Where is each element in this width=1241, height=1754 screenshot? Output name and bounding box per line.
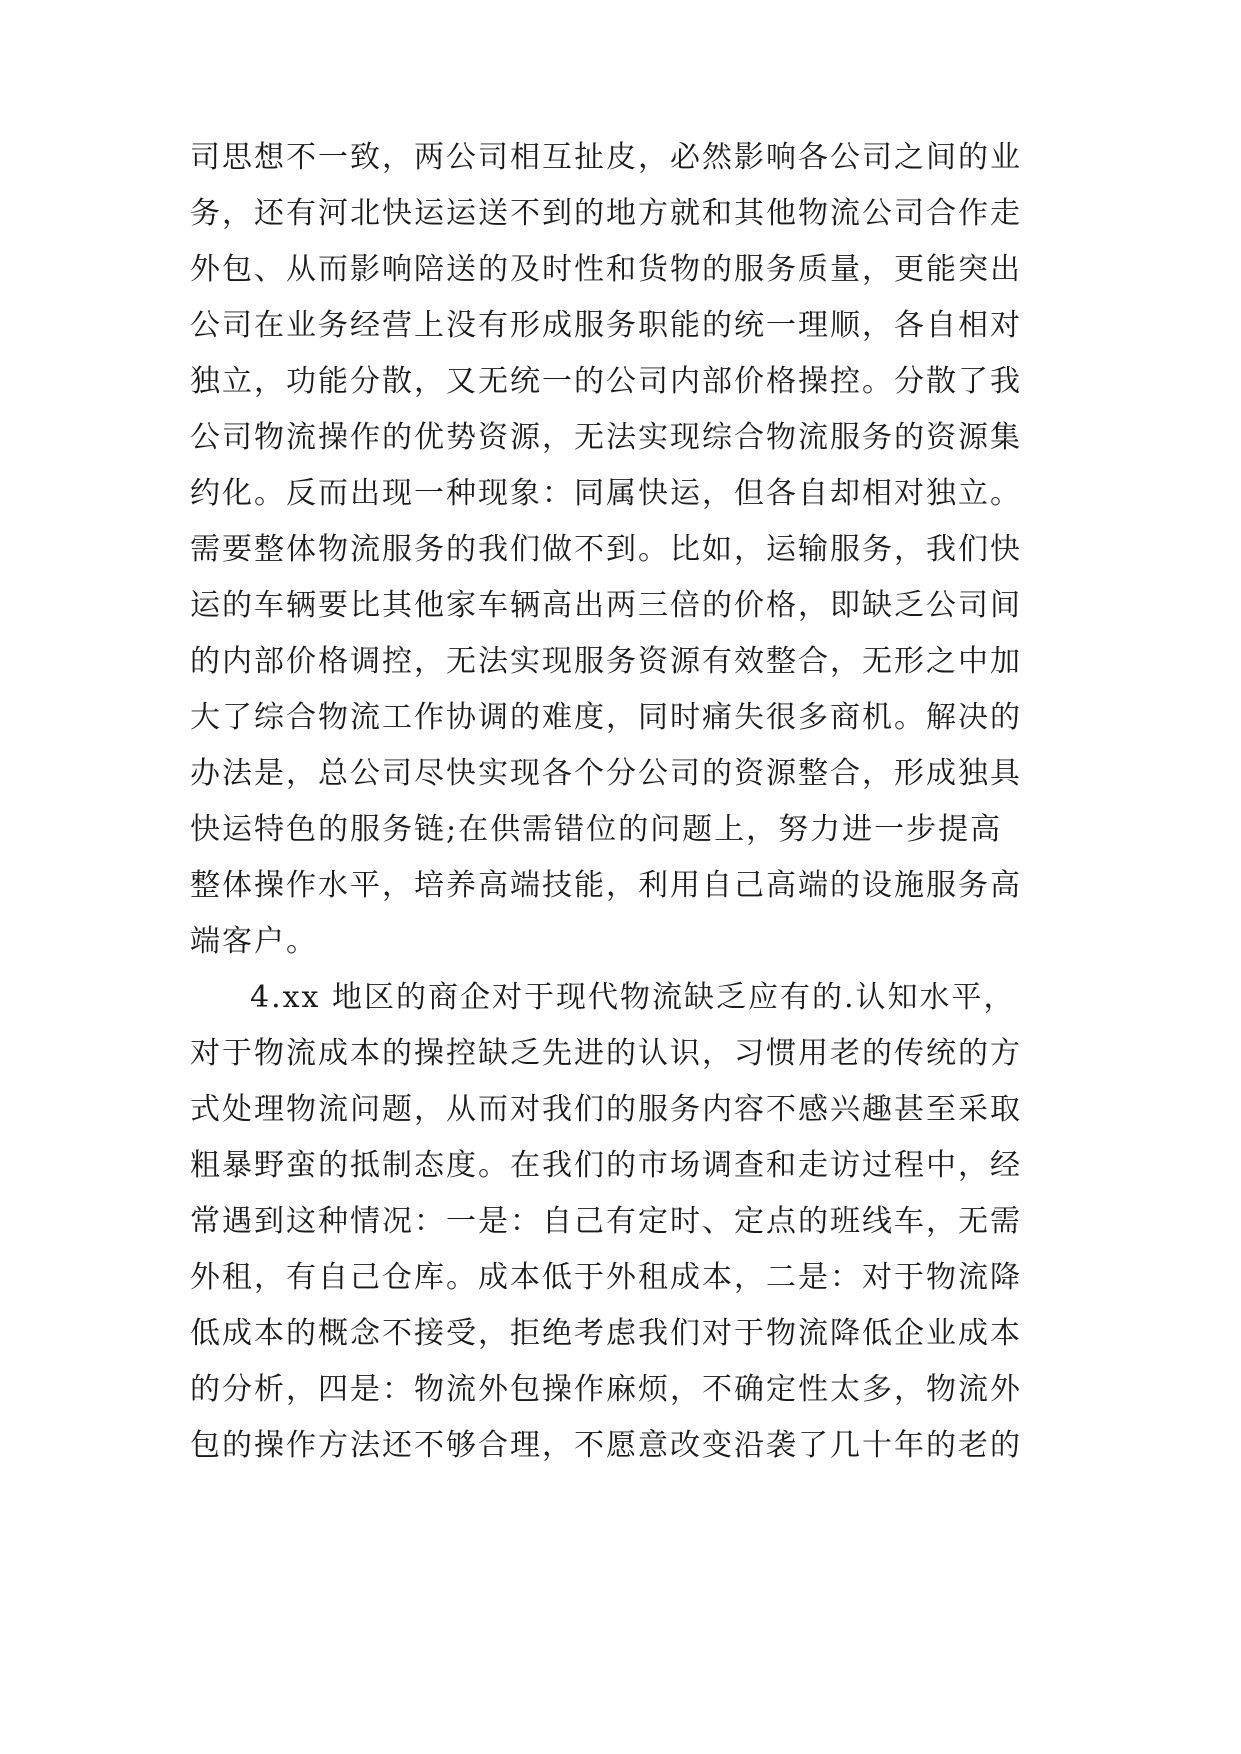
paragraph-line: 对于物流成本的操控缺乏先进的认识，习惯用老的传统的方 (190, 1036, 1022, 1071)
paragraph-line: 整体操作水平，培养高端技能，利用自己高端的设施服务高 (190, 868, 1022, 903)
paragraph-line: 式处理物流问题，从而对我们的服务内容不感兴趣甚至采取 (190, 1092, 1022, 1127)
paragraph-line: 外包、从而影响陪送的及时性和货物的服务质量，更能突出 (190, 252, 1022, 287)
paragraph-line: 快运特色的服务链;在供需错位的问题上，努力进一步提高 (190, 812, 1003, 847)
paragraph-line: 运的车辆要比其他家车辆高出两三倍的价格，即缺乏公司间 (190, 588, 1022, 623)
paragraph-line: 外租，有自己仓库。成本低于外租成本，二是：对于物流降 (190, 1260, 1022, 1295)
paragraph-line: 独立，功能分散，又无统一的公司内部价格操控。分散了我 (190, 364, 1022, 399)
paragraph-line: 需要整体物流服务的我们做不到。比如，运输服务，我们快 (190, 532, 1022, 567)
paragraph-line: 公司物流操作的优势资源，无法实现综合物流服务的资源集 (190, 420, 1022, 455)
paragraph-line: 低成本的概念不接受，拒绝考虑我们对于物流降低企业成本 (190, 1316, 1022, 1351)
paragraph-line: 粗暴野蛮的抵制态度。在我们的市场调查和走访过程中，经 (190, 1148, 1022, 1183)
paragraph-line: 约化。反而出现一种现象：同属快运，但各自却相对独立。 (190, 476, 1022, 511)
paragraph-line: 的分析，四是：物流外包操作麻烦，不确定性太多，物流外 (190, 1372, 1022, 1407)
paragraph-line: 司思想不一致，两公司相互扯皮，必然影响各公司之间的业 (190, 140, 1022, 175)
paragraph-line: 的内部价格调控，无法实现服务资源有效整合，无形之中加 (190, 644, 1022, 679)
paragraph-line: 大了综合物流工作协调的难度，同时痛失很多商机。解决的 (190, 700, 1022, 735)
paragraph-line: 包的操作方法还不够合理，不愿意改变沿袭了几十年的老的 (190, 1428, 1022, 1463)
paragraph-line: 务，还有河北快运运送不到的地方就和其他物流公司合作走 (190, 196, 1022, 231)
paragraph-line: 办法是，总公司尽快实现各个分公司的资源整合，形成独具 (190, 756, 1022, 791)
paragraph-2 (190, 970, 1070, 1474)
paragraph-line: 端客户。 (190, 924, 318, 959)
document-body (190, 130, 1070, 1474)
paragraph-line: 常遇到这种情况：一是：自己有定时、定点的班线车，无需 (190, 1204, 1022, 1239)
paragraph-1 (190, 130, 1070, 970)
paragraph-line: 公司在业务经营上没有形成服务职能的统一理顺，各自相对 (190, 308, 1022, 343)
paragraph-line: 4.xx 地区的商企对于现代物流缺乏应有的.认知水平， (250, 980, 1016, 1015)
